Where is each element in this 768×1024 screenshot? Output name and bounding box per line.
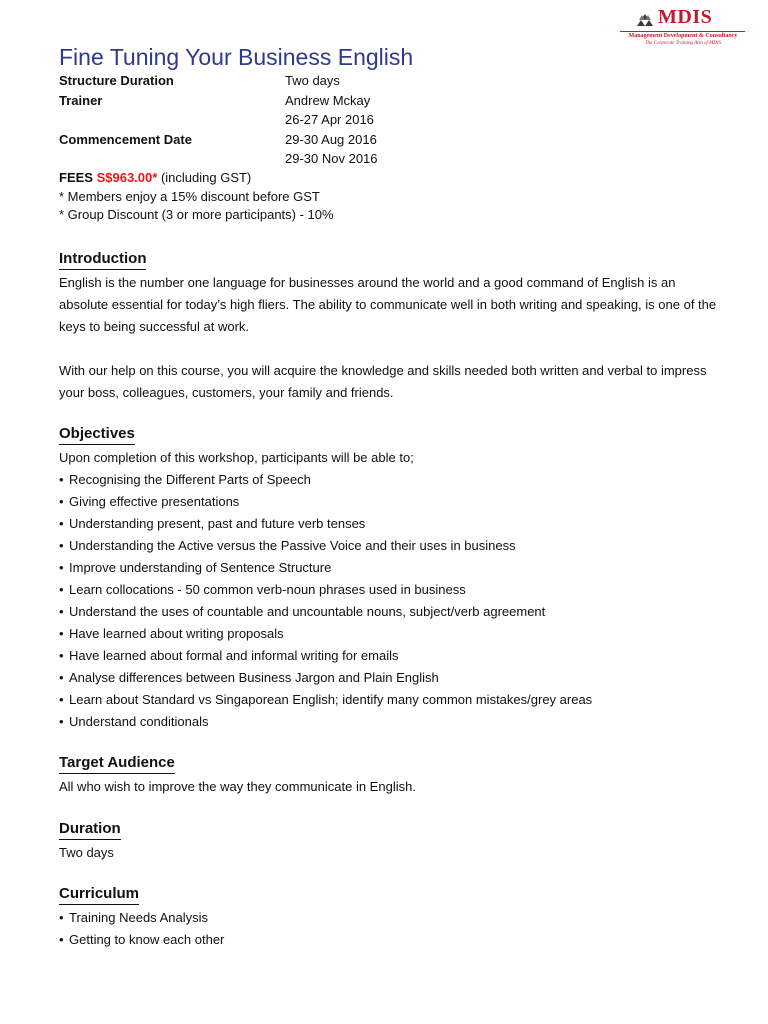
- fees-label: FEES: [59, 170, 93, 185]
- list-item: • Understanding present, past and future verb tenses: [59, 513, 719, 535]
- info-label: Structure Duration: [59, 73, 174, 88]
- objectives-section: [59, 425, 719, 733]
- list-item: • Giving effective presentations: [59, 491, 719, 513]
- mdis-logo-icon: [635, 9, 655, 27]
- introduction-paragraph: English is the number one language for businesses around the world and a good command of English is an absolute essential for today’s high fliers. The ability to communicate well in both writing and speaking, is one of the keys to being successful at work.: [59, 275, 717, 334]
- info-label: Commencement Date: [59, 131, 192, 147]
- logo-divider: [620, 31, 745, 32]
- fees-block: [59, 169, 334, 225]
- course-info-table: [59, 71, 739, 169]
- mdis-logo: [615, 6, 745, 50]
- info-value: 29-30 Nov 2016: [285, 151, 378, 166]
- list-item: • Have learned about writing proposals: [59, 623, 719, 645]
- target-audience-heading: Target Audience: [59, 754, 175, 774]
- fees-suffix: (including GST): [160, 170, 252, 185]
- info-value: Andrew Mckay: [285, 92, 371, 108]
- curriculum-list: [59, 907, 719, 951]
- objectives-list: [59, 469, 719, 733]
- info-row: [59, 91, 739, 111]
- objectives-heading: Objectives: [59, 425, 135, 445]
- list-item: • Understand conditionals: [59, 711, 719, 733]
- info-row: [59, 71, 739, 91]
- fees-note: * Group Discount (3 or more participants) - 10%: [59, 207, 334, 222]
- target-audience-text: All who wish to improve the way they communicate in English.: [59, 779, 416, 794]
- introduction-heading: Introduction: [59, 250, 146, 270]
- duration-section: [59, 820, 719, 864]
- list-item: • Learn collocations - 50 common verb-noun phrases used in business: [59, 579, 719, 601]
- page-title: Fine Tuning Your Business English: [59, 44, 414, 70]
- fees-line: [59, 169, 334, 188]
- curriculum-section: [59, 885, 719, 951]
- info-label: Trainer: [59, 92, 103, 108]
- list-item: • Understanding the Active versus the Passive Voice and their uses in business: [59, 535, 719, 557]
- duration-text: Two days: [59, 845, 114, 860]
- introduction-section: [59, 250, 719, 404]
- fees-note: * Members enjoy a 15% discount before GST: [59, 188, 320, 204]
- list-item: • Learn about Standard vs Singaporean English; identify many common mistakes/grey areas: [59, 689, 719, 711]
- list-item: • Analyse differences between Business Jargon and Plain English: [59, 667, 719, 689]
- info-row: [59, 130, 739, 150]
- list-item: • Improve understanding of Sentence Structure: [59, 557, 719, 579]
- list-item: • Have learned about formal and informal writing for emails: [59, 645, 719, 667]
- curriculum-heading: Curriculum: [59, 885, 139, 905]
- list-item: • Training Needs Analysis: [59, 907, 719, 929]
- list-item: • Getting to know each other: [59, 929, 719, 951]
- list-item: • Understand the uses of countable and uncountable nouns, subject/verb agreement: [59, 601, 719, 623]
- fees-amount: S$963.00*: [96, 170, 158, 185]
- target-audience-section: [59, 754, 719, 798]
- objectives-intro: Upon completion of this workshop, participants will be able to;: [59, 450, 414, 465]
- duration-heading: Duration: [59, 820, 121, 840]
- info-value: 26-27 Apr 2016: [285, 112, 374, 127]
- logo-subtitle: Management Development & Consultancy: [628, 33, 738, 39]
- info-row: [59, 110, 739, 130]
- info-value: Two days: [285, 73, 340, 88]
- introduction-paragraph: With our help on this course, you will acquire the knowledge and skills needed both written and verbal to impress your boss, colleagues, customers, your family and friends.: [59, 363, 707, 400]
- info-value: 29-30 Aug 2016: [285, 131, 377, 147]
- list-item: • Recognising the Different Parts of Speech: [59, 469, 719, 491]
- info-row: [59, 149, 739, 169]
- logo-wordmark: MDIS: [658, 6, 713, 28]
- logo-tagline: The Corporate Training Arm of MDIS: [644, 41, 722, 46]
